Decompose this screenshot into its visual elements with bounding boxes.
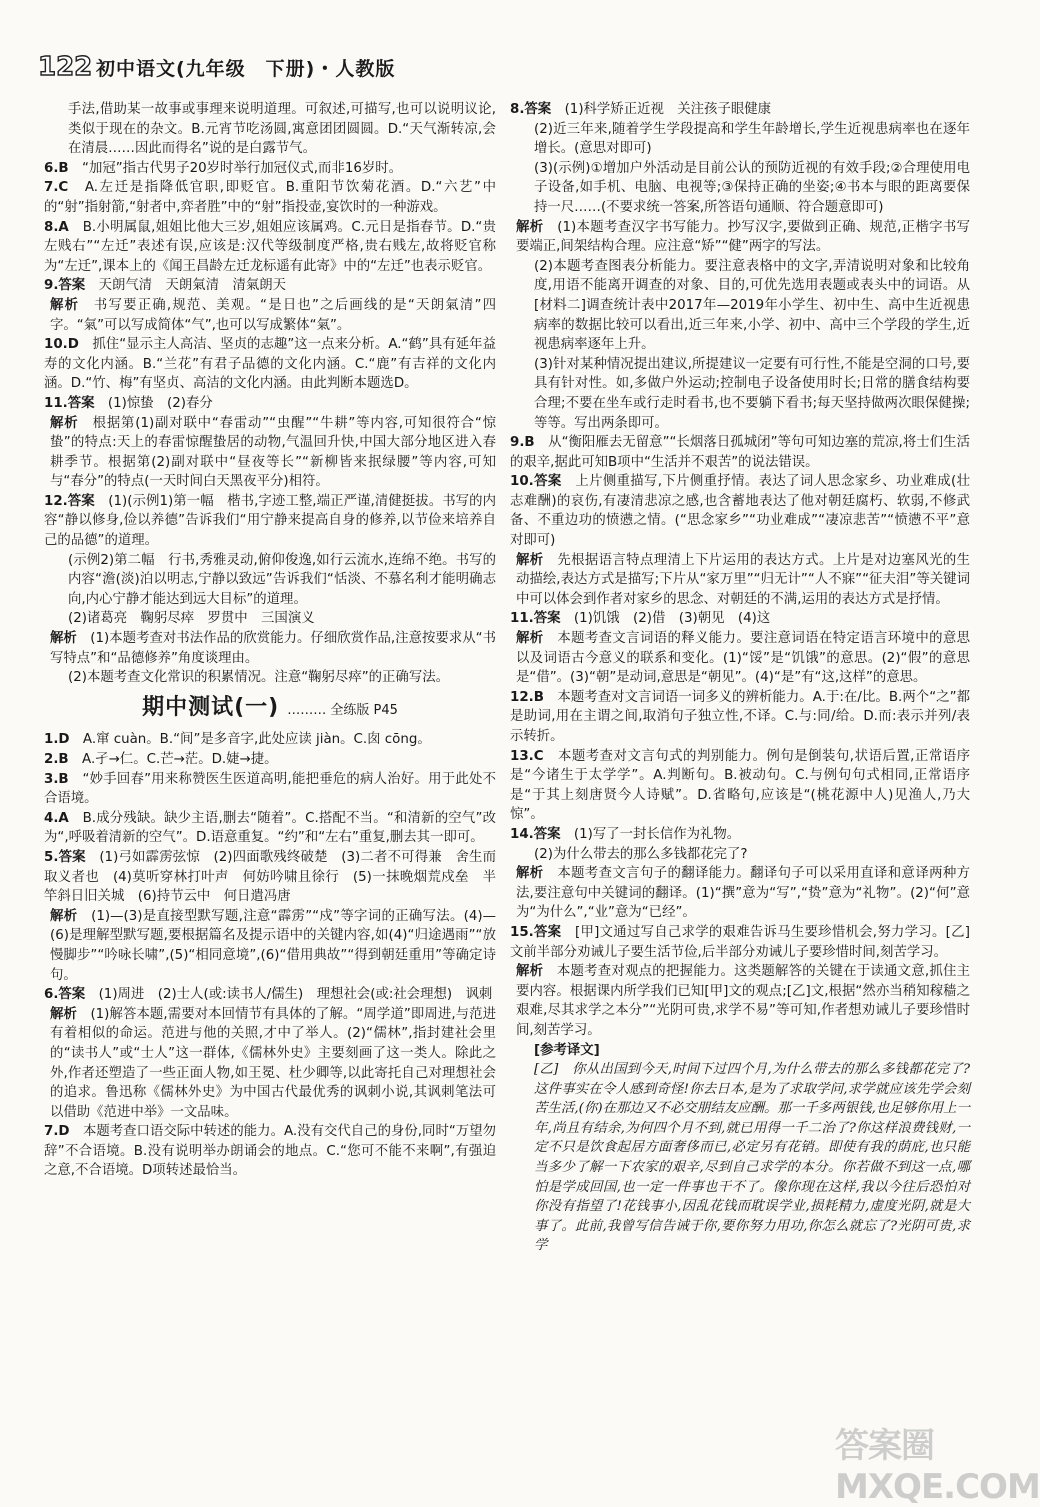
item-text: “妙手回春”用来称赞医生医道高明,能把垂危的病人治好。用于此处不合语境。 bbox=[44, 771, 497, 807]
answer-paragraph bbox=[44, 770, 496, 809]
item-key: 解析 bbox=[50, 1006, 77, 1022]
answer-paragraph bbox=[44, 394, 496, 414]
item-key: 4.A bbox=[44, 810, 69, 826]
answer-paragraph bbox=[510, 433, 970, 472]
answer-paragraph bbox=[44, 848, 496, 907]
item-text: (2)诸葛亮 鞠躬尽瘁 罗贯中 三国演义 bbox=[68, 611, 315, 627]
page-number: 122 bbox=[38, 52, 93, 82]
item-key: 15.答案 bbox=[510, 924, 562, 940]
answer-paragraph bbox=[44, 1005, 496, 1123]
answer-paragraph bbox=[44, 750, 496, 770]
item-text: 手法,借助某一故事或事理来说明道理。可叙述,可描写,也可以说明议论,类似于现在的杂文。B.元宵节吃汤圆,寓意团团圆圆。D.“天气渐转凉,会在清晨……因此而得名”说的是白露节气。 bbox=[68, 102, 496, 157]
item-key: 7.C bbox=[44, 180, 69, 196]
item-text: 抓住“显示主人高洁、坚贞的志趣”这一点来分析。A.“鹤”具有延年益寿的文化内涵。B.“兰花”有君子品德的文化内涵。C.“鹿”有吉祥的文化内涵。D.“竹、梅”有坚贞、高洁的文化内涵。由此判断本题选D。 bbox=[44, 337, 497, 392]
item-text: (1)—(3)是直接型默写题,注意“霹雳”“戍”等字词的正确写法。(4)—(6)是理解型默写题,要根据篇名及提示语中的关键内容,如(4)“归途遇雨”“放慢脚步”“吟咏长啸”,(5)“相同意境”,(6)“借用典故”“得到朝廷重用”等确定诗句。 bbox=[50, 908, 497, 983]
translation-heading bbox=[510, 1041, 970, 1061]
item-text: (1)(示例1)第一幅 楷书,字迹工整,端正严谨,清健挺拔。书写的内容“静以修身,俭以养德”告诉我们“用宁静来提高自身的修养,以节俭来培养自己的品德”的道理。 bbox=[44, 493, 496, 549]
item-key: 解析 bbox=[516, 552, 544, 568]
item-text: 书写要正确,规范、美观。“是日也”之后画线的是“天朗氣清”四字。“氣”可以写成简体“气”,也可以写成繁体“氣”。 bbox=[50, 297, 497, 333]
answer-paragraph bbox=[44, 414, 496, 492]
answer-paragraph bbox=[44, 159, 496, 179]
item-text: 本题考查文言词语的释义能力。要注意词语在特定语言环境中的意思以及词语古今意义的联系和变化。(1)“馁”是“饥饿”的意思。(2)“假”的意思是“借”。(3)“朝”是动词,意思是“朝见”。(4)“是”有“这,这样”的意思。 bbox=[516, 631, 971, 686]
answer-paragraph bbox=[510, 355, 970, 433]
item-text: 上片侧重描写,下片侧重抒情。表达了词人思念家乡、功业难成(壮志难酬)的哀伤,有凄清悲凉之感,也含蓄地表达了他对朝廷腐朽、软弱,不修武备、不重边功的愤懑之情。(“思念家乡”“功业难成”“凄凉悲苦”“愤懑不平”意对即可) bbox=[510, 474, 971, 549]
item-key: 13.C bbox=[510, 748, 544, 764]
item-text: (1)饥饿 (2)借 (3)朝见 (4)这 bbox=[573, 611, 771, 627]
item-key: 解析 bbox=[516, 866, 544, 882]
item-key: 12.B bbox=[510, 689, 544, 705]
item-text: (1)周进 (2)士人(或:读书人/儒生) 理想社会(或:社会理想) 讽刺 bbox=[98, 987, 493, 1003]
item-text: B.小明属鼠,姐姐比他大三岁,姐姐应该属鸡。C.元日是指春节。D.“贵左贱右”“左迁”表述有误,应该是:汉代等级制度严格,贵右贱左,故将贬官称为“左迁”,课本上的《闻王昌龄左迁龙标遥有此寄》中的“左迁”也表示贬官。 bbox=[44, 219, 496, 274]
left-column bbox=[44, 100, 496, 1181]
item-key: 5.答案 bbox=[44, 849, 86, 865]
answer-paragraph bbox=[44, 218, 496, 277]
item-text: (2)本题考查文化常识的积累情况。注意“鞠躬尽瘁”的正确写法。 bbox=[68, 670, 449, 686]
answer-paragraph bbox=[510, 257, 970, 355]
answer-paragraph bbox=[510, 845, 970, 865]
answer-paragraph bbox=[510, 864, 970, 923]
answer-paragraph bbox=[510, 159, 970, 218]
answer-paragraph bbox=[44, 296, 496, 335]
item-key: 2.B bbox=[44, 752, 69, 767]
item-key: 11.答案 bbox=[44, 395, 95, 411]
answer-paragraph bbox=[44, 907, 496, 985]
answer-paragraph bbox=[44, 668, 496, 688]
item-text: 天朗气清 天朗氣清 清氣朗天 bbox=[98, 278, 287, 294]
item-text: 根据第(1)副对联中“春雷动”“虫醒”“牛耕”等内容,可知很符合“惊蛰”的特点:天上的春雷惊醒蛰居的动物,气温回升快,中国大部分地区进入春耕季节。根据第(2)副对联中“昼夜等长”“新柳皆来抿绿腰”等内容,可知与“春分”的特点(一天时间白天黑夜平分)相符。 bbox=[50, 415, 497, 490]
item-key: 解析 bbox=[50, 631, 77, 647]
section-heading bbox=[44, 694, 496, 721]
page-header bbox=[38, 52, 962, 86]
answer-paragraph bbox=[44, 335, 496, 394]
item-key: 11.答案 bbox=[510, 611, 561, 627]
item-key: 解析 bbox=[516, 631, 544, 647]
answer-paragraph bbox=[510, 551, 970, 610]
item-text: 本题考查口语交际中转述的能力。A.没有交代自己的身份,同时“万望勿辞”不合语境。B.没有说明举办朗诵会的地点。C.“您可不能不来啊”,有强迫之意,不合语境。D项转述最恰当。 bbox=[44, 1124, 497, 1179]
item-key: 6.答案 bbox=[44, 987, 86, 1003]
item-text: 先根据语言特点理清上下片运用的表达方式。上片是对边塞风光的生动描绘,表达方式是描写;下片从“家万里”“归无计”“人不寐”“征夫泪”等关键词中可以体会到作者对家乡的思念、对朝廷的不满,运用的表达方式是抒情。 bbox=[516, 552, 971, 607]
answer-paragraph bbox=[44, 551, 496, 610]
item-text: (1)科学矫正近视 关注孩子眼健康 bbox=[564, 102, 772, 117]
item-key: 3.B bbox=[44, 771, 69, 787]
answer-paragraph bbox=[44, 492, 496, 551]
item-key: 7.D bbox=[44, 1124, 70, 1140]
item-text: 本题考查对观点的把握能力。这类题解答的关键在于读通文意,抓住主要内容。根据课内所学我们已知[甲]文的观点;[乙]文,根据“然亦当稍知稼穑之艰难,尽其求学之本分”“光阴可贵,求学不易”等可知,作者想劝诫儿子要珍惜时间,刻苦学习。 bbox=[516, 964, 971, 1038]
item-key: 10.D bbox=[44, 337, 79, 353]
item-text: 本题考查对文言句式的判别能力。例句是倒装句,状语后置,正常语序是“今诸生于太学学”。A.判断句。B.被动句。C.与例句句式相同,正常语序是“于其上刻唐贤今人诗赋”。D.省略句,应该是“(桃花源中人)见渔人,乃大惊”。 bbox=[510, 748, 970, 823]
item-text: (2)为什么带去的那么多钱都花完了? bbox=[534, 846, 748, 862]
item-text: (3)(示例)①增加户外活动是目前公认的预防近视的有效手段;②合理使用电子设备,如手机、电脑、电视等;③保持正确的坐姿;④书本与眼的距离要保持一尺……(不要求统一答案,所答语句通顺、符合题意即可) bbox=[534, 160, 970, 215]
answer-paragraph bbox=[44, 178, 496, 217]
answer-paragraph bbox=[44, 730, 496, 750]
item-key: 1.D bbox=[44, 732, 70, 748]
item-text: A.左迁是指降低官职,即贬官。B.重阳节饮菊花酒。D.“六艺”中的“射”指射箭,“射者中,弈者胜”中的“射”指投壶,宴饮时的一种游戏。 bbox=[44, 180, 496, 215]
item-text: [甲]文通过写自己求学的艰难告诉马生要珍惜机会,努力学习。[乙]文前半部分劝诫儿子要生活节俭,后半部分劝诫儿子要珍惜时间,刻苦学习。 bbox=[510, 924, 970, 960]
item-key: 6.B bbox=[44, 160, 69, 176]
item-text: [参考译文] bbox=[534, 1042, 600, 1058]
answer-paragraph bbox=[510, 747, 970, 825]
answer-paragraph bbox=[510, 120, 970, 159]
item-text: [乙] 你从出国到今天,时间下过四个月,为什么带去的那么多钱都花完了?这件事实在令人感到奇怪!你去日本,是为了求取学问,求学就应该先学会刻苦生活,(你)在那边又不必交朋结友应酬。那一千多两银钱,也足够你用上一年,尚且有结余,为何四个月不到,就已用得一千二治了?你这样浪费钱财,一定不只是饮食起居方面奢侈而已,必定另有花销。即使有我的荫庇,也只能当多少了解一下农家的艰辛,尽到自己求学的本分。你若做不到这一点,哪怕是学成回国,也一定一件事也干不了。像你现在这样,我以今往后恐怕对你没有指望了!花钱事小,因乱花钱而耽误学业,损耗精力,虚度光阴,就是大事了。此前,我曾写信告诫于你,要你努力用功,你怎么就忘了?光阴可贵,求学 bbox=[534, 1062, 970, 1254]
answer-paragraph bbox=[510, 1060, 970, 1256]
answer-paragraph bbox=[44, 985, 496, 1005]
item-text: (1)解答本题,需要对本回情节有具体的了解。“周学道”即周进,与范进有着相似的命运。范进与他的关照,才中了举人。(2)“儒林”,指封建社会里的“读书人”或“士人”这一群体,《儒林外史》主要刻画了这一类人。除此之外,作者还塑造了一些正面人物,如王冕、杜少卿等,以此寄托自己对理想社会的追求。鲁迅称《儒林外史》为中国古代最优秀的讽刺小说,其讽刺笔法可以借助《范进中举》一文品味。 bbox=[50, 1006, 497, 1120]
item-key: 9.B bbox=[510, 435, 535, 451]
answer-paragraph bbox=[510, 923, 970, 962]
item-text: (1)弓如霹雳弦惊 (2)四面歌残终破楚 (3)二者不可得兼 舍生而取义者也 (4)莫听穿林打叶声 何妨吟啸且徐行 (5)一抹晚烟荒戍垒 半竿斜日旧关城 (6)持节云中 何日遣冯唐 bbox=[44, 849, 497, 905]
answer-paragraph bbox=[510, 609, 970, 629]
book-title: 初中语文(九年级 下册)・人教版 bbox=[96, 58, 396, 80]
item-text: A.孑→仁。C.芒→茫。D.婕→捷。 bbox=[82, 752, 278, 767]
item-text: (示例2)第二幅 行书,秀雅灵动,俯仰俊逸,如行云流水,连绵不绝。书写的内容“澹(淡)泊以明志,宁静以致远”告诉我们“恬淡、不慕名利才能明确志向,内心宁静才能达到远大目标”的道理。 bbox=[68, 552, 496, 607]
item-key: 14.答案 bbox=[510, 826, 561, 842]
item-text: (1)写了一封长信作为礼物。 bbox=[573, 826, 741, 842]
item-key: 解析 bbox=[516, 964, 544, 980]
item-text: A.窜 cuàn。B.“间”是多音字,此处应读 jiàn。C.囱 cōng。 bbox=[82, 732, 431, 748]
item-text: “加冠”指古代男子20岁时举行加冠仪式,而非16岁时。 bbox=[82, 160, 403, 176]
item-key: 解析 bbox=[50, 297, 80, 313]
answer-paragraph bbox=[44, 629, 496, 668]
answer-paragraph bbox=[44, 276, 496, 296]
item-text: (2)本题考查图表分析能力。要注意表格中的文字,弄清说明对象和比较角度,用语不能离开调查的对象、目的,可优先选用表题或表头中的词语。从[材料二]调查统计表中2017年—2019年小学生、初中生、高中生近视患病率的数据比较可以看出,近三年来,小学、初中、高中三个学段的学生,近视患病率逐年上升。 bbox=[534, 258, 970, 353]
section-reference: ……… 全练版 P45 bbox=[287, 702, 398, 718]
section-title: 期中测试(一) bbox=[142, 694, 280, 720]
watermark: 答案圈 MXQE.COM bbox=[835, 1426, 1040, 1507]
answer-paragraph bbox=[510, 825, 970, 845]
item-key: 解析 bbox=[50, 908, 78, 924]
item-text: B.成分残缺。缺少主语,删去“随着”。C.搭配不当。“和清新的空气”改为“,呼吸着清新的空气”。D.语意重复。“约”和“左右”重复,删去其一即可。 bbox=[44, 810, 496, 846]
item-text: (3)针对某种情况提出建议,所提建议一定要有可行性,不能是空洞的口号,要具有针对性。如,多做户外运动;控制电子设备使用时长;日常的膳食结构要合理;不要在坐车或行走时看书,也不要躺下看书;每天坚持做两次眼保健操;等等。写出两条即可。 bbox=[534, 356, 970, 431]
answer-paragraph bbox=[44, 100, 496, 159]
item-key: 12.答案 bbox=[44, 493, 95, 509]
answer-paragraph bbox=[510, 218, 970, 257]
answer-paragraph bbox=[510, 472, 970, 550]
item-text: 本题考查对文言词语一词多义的辨析能力。A.于:在/比。B.两个“之”都是助词,用在主谓之间,取消句子独立性,不译。C.与:同/给。D.而:表示并列/表示转折。 bbox=[510, 689, 970, 744]
item-text: 本题考查文言句子的翻译能力。翻译句子可以采用直译和意译两种方法,要注意句中关键词的翻译。(1)“撰”意为“写”,“贽”意为“礼物”。(2)“何”意为“为什么”,“业”意为“已经”。 bbox=[516, 866, 971, 921]
item-text: (1)惊蛰 (2)春分 bbox=[107, 395, 213, 411]
item-text: (1)本题考查对书法作品的欣赏能力。仔细欣赏作品,注意按要求从“书写特点”和“品德修养”角度谈理由。 bbox=[50, 631, 497, 666]
item-text: 从“衡阳雁去无留意”“长烟落日孤城闭”等句可知边塞的荒凉,将士们生活的艰辛,据此可知B项中“生活并不艰苦”的说法错误。 bbox=[510, 435, 971, 470]
answer-paragraph bbox=[510, 962, 970, 1040]
item-key: 8.答案 bbox=[510, 102, 552, 117]
item-text: (2)近三年来,随着学生学段提高和学生年龄增长,学生近视患病率也在逐年增长。(意思对即可) bbox=[534, 121, 970, 157]
answer-paragraph bbox=[44, 609, 496, 629]
item-key: 10.答案 bbox=[510, 474, 562, 490]
answer-paragraph bbox=[44, 809, 496, 848]
item-key: 解析 bbox=[516, 219, 544, 235]
answer-paragraph bbox=[44, 1122, 496, 1181]
answer-paragraph bbox=[510, 688, 970, 747]
item-key: 解析 bbox=[50, 415, 79, 431]
item-key: 8.A bbox=[44, 219, 69, 235]
answer-paragraph bbox=[510, 629, 970, 688]
right-column bbox=[510, 100, 970, 1256]
item-text: (1)本题考查汉字书写能力。抄写汉字,要做到正确、规范,正楷字书写要端正,间架结构合理。应注意“矫”“健”两字的写法。 bbox=[516, 219, 971, 255]
answer-paragraph bbox=[510, 100, 970, 120]
item-key: 9.答案 bbox=[44, 278, 86, 294]
